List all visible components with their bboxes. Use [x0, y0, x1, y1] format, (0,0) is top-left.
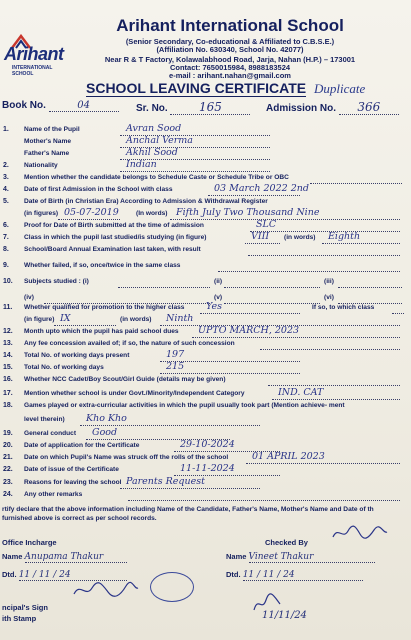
field-row: [0, 363, 411, 374]
field-number: 9.: [3, 262, 9, 269]
school-name: Arihant International School: [116, 16, 344, 35]
field-row: [0, 209, 411, 220]
field-value: IND. CAT: [278, 387, 324, 398]
field-label: Mention whether the candidate belongs to Schedule Caste or Schedule Tribe or OBC: [24, 174, 289, 181]
field-value: Ninth: [166, 313, 194, 324]
field-number: 1.: [3, 126, 9, 133]
field-label: Whether NCC Cadet/Boy Scout/Girl Guide (details may be given): [24, 376, 226, 383]
field-label: Any other remarks: [24, 491, 83, 498]
admission-label: Admission No.: [266, 103, 337, 114]
field-number: 2.: [3, 162, 9, 169]
field-label: Name of the Pupil: [24, 126, 80, 133]
checked-by-name-label: Name: [226, 552, 247, 561]
field-value: 03 March 2022 2nd: [214, 183, 309, 194]
school-stamp: [150, 572, 194, 602]
school-contact: Contact: 7650015984, 8988183524: [169, 63, 291, 72]
field-label: Month upto which the pupil has paid school dues: [24, 328, 179, 335]
field-label-secondary: (In words): [136, 210, 168, 217]
field-label: School/Board Annual Examination last taken, with result: [24, 246, 201, 253]
checked-by-signature: [330, 524, 390, 542]
field-row: [0, 401, 411, 412]
field-label: Total No. of working days: [24, 364, 104, 371]
field-row: [0, 149, 411, 160]
field-row: [0, 261, 411, 272]
field-row: [0, 375, 411, 386]
field-underline: [338, 279, 402, 288]
field-label: Nationality: [24, 162, 58, 169]
field-row: [0, 339, 411, 350]
field-label: Date of application for the Certificate: [24, 442, 140, 449]
field-row: [0, 137, 411, 148]
field-underline: [218, 263, 400, 272]
field-number: 12.: [3, 328, 13, 335]
field-row: [0, 277, 411, 288]
field-label: Any fee concession availed of; if so, the nature of such concession: [24, 340, 235, 347]
office-incharge-date: 11 / 11 / 24: [19, 570, 127, 581]
field-label: Games played or extra-curricular activities in which the pupil usually took part (Mention achieve- ment: [24, 402, 345, 409]
logo-text: Arihant: [4, 44, 64, 64]
office-incharge-title: Office Incharge: [2, 538, 57, 547]
field-row: [0, 233, 411, 244]
checked-by-date: 11 / 11 / 24: [243, 570, 363, 581]
field-label: Date of Birth (in Christian Era) According to Admission & Withdrawal Register: [24, 198, 268, 205]
field-label: (in figure): [24, 316, 55, 323]
field-row: [0, 327, 411, 338]
field-row: [0, 245, 411, 256]
field-number: 18.: [3, 402, 13, 409]
field-number: 17.: [3, 390, 13, 397]
field-label-secondary: (in words): [120, 316, 152, 323]
field-underline: [118, 279, 210, 288]
field-label-secondary: (v): [214, 294, 223, 301]
field-row: [0, 478, 411, 489]
certificate-title: SCHOOL LEAVING CERTIFICATE: [86, 80, 307, 96]
field-label-secondary: (ii): [214, 278, 223, 285]
field-number: 23.: [3, 479, 13, 486]
school-affiliation-number: (Affiliation No. 630340, School No. 42077): [156, 45, 304, 54]
field-label: Whether failed, if so, once/twice in the same class: [24, 262, 181, 269]
field-label: Father's Name: [24, 150, 70, 157]
book-label: Book No.: [2, 100, 46, 111]
checked-by-date-row: [226, 570, 363, 581]
field-label: Total No. of working days present: [24, 352, 130, 359]
field-row: [0, 125, 411, 136]
field-number: 5.: [3, 198, 9, 205]
field-underline: [268, 377, 400, 386]
field-label: Class in which the pupil last studied/is studying (in figure): [24, 234, 207, 241]
field-row: [0, 173, 411, 184]
field-number: 16.: [3, 376, 13, 383]
field-label: Date on which Pupil's Name was struck off the rolls of the school: [24, 454, 229, 461]
field-underline: [248, 247, 400, 256]
school-address: Near R & T Factory, Kolawalabhood Road, Jarja, Nahan (H.P.) – 173001: [104, 55, 356, 64]
field-value: Avran Sood: [126, 123, 182, 134]
principal-stamp-label: ith Stamp: [2, 614, 37, 623]
field-underline: [310, 175, 402, 184]
field-value: 197: [166, 349, 185, 360]
field-label: (in figures): [24, 210, 59, 217]
field-value: Fifth July Two Thousand Nine: [176, 207, 320, 218]
field-label: Whether qualified for promotion to the higher class: [24, 304, 185, 311]
field-value: IX: [60, 313, 71, 324]
field-number: 3.: [3, 174, 9, 181]
field-number: 10.: [3, 278, 13, 285]
field-number: 6.: [3, 222, 9, 229]
field-row: [0, 490, 411, 501]
field-underline: [224, 279, 320, 288]
field-value: SLC: [256, 219, 277, 230]
field-value: 05-07-2019: [64, 207, 119, 218]
principal-sign-label: ncipal's Sign: [2, 603, 48, 612]
field-value: Anchal Verma: [126, 135, 193, 146]
admission-number: [266, 100, 399, 115]
field-number: 24.: [3, 491, 13, 498]
field-number: 7.: [3, 234, 9, 241]
office-incharge-signature: [70, 578, 140, 602]
field-value: 01 APRIL 2023: [252, 451, 325, 462]
field-value: 29-10-2024: [180, 439, 235, 450]
field-value: Parents Request: [126, 476, 205, 487]
field-label: Reasons for leaving the school: [24, 479, 122, 486]
book-value: 04: [49, 100, 119, 112]
field-label: Mention whether school is under Govt./Minority/Independent Category: [24, 390, 245, 397]
field-number: 20.: [3, 442, 13, 449]
field-number: 4.: [3, 186, 9, 193]
field-number: 19.: [3, 430, 13, 437]
principal-date: 11/11/24: [262, 610, 307, 621]
office-incharge-name: Anupama Thakur: [25, 552, 127, 563]
field-label-secondary: (in words): [284, 234, 316, 241]
checked-by-date-label: Dtd.: [226, 570, 241, 579]
field-value: 215: [166, 361, 185, 372]
field-number: 22.: [3, 466, 13, 473]
field-row: [0, 465, 411, 476]
field-value: VIII: [251, 231, 270, 242]
field-number: 8.: [3, 246, 9, 253]
duplicate-mark: Duplicate: [314, 81, 366, 96]
field-label-tertiary: (vi): [324, 294, 334, 301]
field-number: 15.: [3, 364, 13, 371]
field-value: Kho Kho: [86, 413, 127, 424]
serial-value: 165: [170, 100, 250, 115]
field-label: (iv): [24, 294, 34, 301]
field-label: Date of first Admission in the School with class: [24, 186, 173, 193]
field-label: level therein): [24, 416, 65, 423]
field-value: Akhil Sood: [126, 147, 178, 158]
declaration-text: rtify declare that the above information including Name of the Candidate, Father's Name, Mother's Name and Date of th furnished above is correct as per school records.: [2, 506, 374, 522]
office-incharge-date-label: Dtd.: [2, 570, 17, 579]
school-affiliation-line: (Senior Secondary, Co-educational & Affiliated to C.B.S.E.): [125, 37, 335, 46]
field-number: 21.: [3, 454, 13, 461]
field-underline: [128, 492, 400, 501]
checked-by-name: Vineet Thakur: [249, 552, 375, 563]
field-label-tertiary: (iii): [324, 278, 334, 285]
office-incharge-name-label: Name: [2, 552, 23, 561]
field-value: Indian: [126, 159, 157, 170]
field-row: [0, 441, 411, 452]
logo-subtext: INTERNATIONAL SCHOOL: [12, 65, 53, 77]
field-value: 11-11-2024: [180, 463, 235, 474]
field-label: Subjects studied : (i): [24, 278, 89, 285]
field-number: 13.: [3, 340, 13, 347]
field-row: [0, 415, 411, 426]
field-label-secondary: If so, to which class: [312, 304, 375, 311]
admission-value: 366: [339, 100, 399, 115]
field-label: Mother's Name: [24, 138, 72, 145]
field-value: Yes: [206, 301, 222, 312]
field-value: UPTO MARCH, 2023: [198, 325, 300, 336]
field-underline: [260, 341, 400, 350]
field-label: Proof for Date of Birth submitted at the time of admission: [24, 222, 204, 229]
office-incharge-name-row: [2, 552, 127, 563]
book-number: [2, 100, 119, 112]
field-row: [0, 351, 411, 362]
field-row: [0, 185, 411, 196]
field-number: 14.: [3, 352, 13, 359]
field-label: General conduct: [24, 430, 77, 437]
field-label: Date of issue of the Certificate: [24, 466, 119, 473]
field-underline: [392, 305, 404, 314]
field-row: [0, 389, 411, 400]
checked-by-name-row: [226, 552, 375, 563]
field-value: Good: [92, 427, 118, 438]
school-email: e-mail : arihant.nahan@gmail.com: [169, 71, 291, 80]
field-number: 11.: [3, 304, 13, 311]
serial-label: Sr. No.: [136, 103, 168, 114]
field-row: [0, 161, 411, 172]
school-logo: [4, 34, 66, 82]
checked-by-title: Checked By: [265, 538, 308, 547]
field-value: Eighth: [328, 231, 361, 242]
serial-number: [136, 100, 250, 115]
